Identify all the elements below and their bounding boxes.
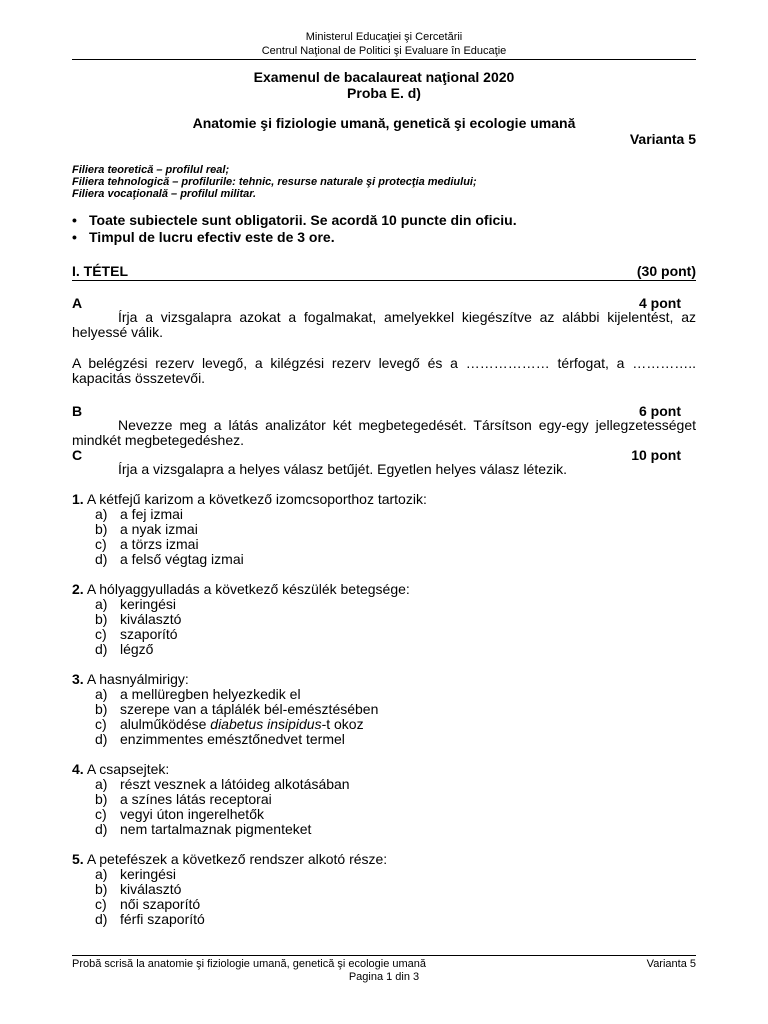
option-item	[72, 507, 696, 522]
rule-item: • Timpul de lucru efectiv este de 3 ore.	[72, 229, 696, 246]
option-letter: c)	[95, 716, 107, 732]
option-letter: d)	[95, 911, 108, 927]
option-letter: c)	[95, 896, 107, 912]
option-letter: d)	[95, 731, 108, 747]
subsection-b-label: B	[72, 403, 83, 419]
option-text: a felső végtag izmai	[120, 551, 244, 567]
section-1-title: I. TÉTEL	[72, 263, 128, 279]
footer-divider	[72, 955, 696, 956]
page-header	[72, 30, 696, 60]
subsection-b-points: 6 pont	[639, 403, 681, 419]
option-item	[72, 612, 696, 627]
option-text: férfi szaporító	[120, 911, 205, 927]
option-item	[72, 717, 696, 732]
question-5	[72, 852, 696, 867]
question-1	[72, 492, 696, 507]
filiera-item: Filiera teoretică – profilul real;	[72, 164, 230, 176]
option-text: enzimmentes emésztőnedvet termel	[120, 731, 345, 747]
option-text: a színes látás receptorai	[120, 791, 272, 807]
option-item	[72, 822, 696, 837]
option-item	[72, 777, 696, 792]
section-1-points: (30 pont)	[636, 263, 696, 279]
option-item	[72, 882, 696, 897]
question-number: 5.	[72, 851, 84, 867]
footer-subject: Probă scrisă la anatomie şi fiziologie umană, genetică şi ecologie umană	[72, 958, 427, 970]
subsection-a-sentence: A belégzési rezerv levegő, a kilégzési rezerv levegő és a ……………… térfogat, a ………….. kapacitás összetevői.	[72, 355, 696, 386]
option-letter: a)	[95, 776, 108, 792]
exam-title	[72, 69, 696, 101]
filiere-list	[72, 164, 696, 200]
option-letter: a)	[95, 596, 108, 612]
question-number: 3.	[72, 671, 84, 687]
question-1-options	[72, 507, 696, 567]
option-item	[72, 522, 696, 537]
option-item	[72, 897, 696, 912]
page-footer	[72, 955, 696, 984]
exam-page	[72, 30, 696, 927]
option-letter: c)	[95, 806, 107, 822]
subsection-a-instruction: Írja a vizsgalapra azokat a fogalmakat, amelyekkel kiegészítve az alábbi kijelentést, az helyessé válik.	[72, 309, 696, 340]
page-number: Pagina 1 din 3	[348, 971, 420, 983]
question-4-options	[72, 777, 696, 837]
option-text: a törzs izmai	[120, 536, 199, 552]
section-1-header	[72, 263, 696, 281]
exam-subject: Anatomie şi fiziologie umană, genetică şi ecologie umană	[192, 115, 576, 131]
option-text: keringési	[120, 866, 177, 882]
option-item	[72, 867, 696, 882]
subsection-c-points: 10 pont	[631, 447, 681, 463]
center-name: Centrul Naţional de Politici şi Evaluare în Educaţie	[261, 45, 507, 57]
option-letter: a)	[95, 506, 108, 522]
option-text-before: alulműködése	[120, 716, 211, 732]
filiera-item: Filiera vocaţională – profilul militar.	[72, 188, 256, 200]
question-3-options	[72, 687, 696, 747]
question-text: A petefészek a következő rendszer alkotó része:	[86, 851, 388, 867]
option-text-after: -t okoz	[321, 716, 364, 732]
option-item	[72, 807, 696, 822]
header-divider	[72, 59, 696, 60]
option-item	[72, 702, 696, 717]
rules-list	[72, 212, 696, 246]
option-letter: b)	[95, 611, 108, 627]
subsection-b-instruction: Nevezze meg a látás analizátor két megbetegedését. Társítson egy-egy jellegzetességet mindkét megbetegedéshez.	[72, 417, 696, 448]
question-number: 1.	[72, 491, 84, 507]
option-item	[72, 732, 696, 747]
option-text: légző	[120, 641, 154, 657]
option-text: keringési	[120, 596, 177, 612]
subsection-b-header	[72, 404, 696, 418]
option-text: kiválasztó	[120, 881, 182, 897]
option-item	[72, 537, 696, 552]
question-text: A csapsejtek:	[86, 761, 170, 777]
option-item	[72, 792, 696, 807]
option-text: a mellüregben helyezkedik el	[120, 686, 301, 702]
filiera-item: Filiera tehnologică – profilurile: tehnic, resurse naturale şi protecţia mediului;	[72, 176, 477, 188]
exam-variant: Varianta 5	[629, 131, 696, 147]
question-5-options	[72, 867, 696, 927]
option-text: szaporító	[120, 626, 178, 642]
question-text: A hólyaggyulladás a következő készülék betegsége:	[86, 581, 410, 597]
option-text: részt vesznek a látóideg alkotásában	[120, 776, 350, 792]
option-item	[72, 552, 696, 567]
exam-proba: Proba E. d)	[347, 85, 421, 101]
rule-item: • Toate subiectele sunt obligatorii. Se acordă 10 puncte din oficiu.	[72, 212, 696, 229]
question-text: A kétfejű karizom a következő izomcsoporthoz tartozik:	[86, 491, 427, 507]
question-number: 4.	[72, 761, 84, 777]
question-text: A hasnyálmirigy:	[86, 671, 189, 687]
option-text-italic: diabetus insipidus	[210, 716, 322, 732]
option-letter: b)	[95, 521, 108, 537]
option-text: vegyi úton ingerelhetők	[120, 806, 264, 822]
question-number: 2.	[72, 581, 84, 597]
option-text: kiválasztó	[120, 611, 182, 627]
question-2	[72, 582, 696, 597]
option-item	[72, 627, 696, 642]
option-letter: d)	[95, 641, 108, 657]
question-2-options	[72, 597, 696, 657]
subsection-c-header	[72, 448, 696, 462]
option-letter: b)	[95, 881, 108, 897]
subsection-a-points: 4 pont	[639, 295, 681, 311]
option-letter: a)	[95, 866, 108, 882]
subsection-a-header	[72, 296, 696, 310]
option-item	[72, 642, 696, 657]
option-letter: b)	[95, 791, 108, 807]
footer-row	[72, 958, 696, 971]
option-text: a nyak izmai	[120, 521, 198, 537]
option-letter: b)	[95, 701, 108, 717]
footer-variant: Varianta 5	[646, 958, 696, 970]
option-letter: c)	[95, 536, 107, 552]
subsection-c-label: C	[72, 447, 83, 463]
question-4	[72, 762, 696, 777]
option-item	[72, 912, 696, 927]
subsection-c-instruction: Írja a vizsgalapra a helyes válasz betűjét. Egyetlen helyes válasz létezik.	[118, 461, 568, 477]
option-letter: d)	[95, 551, 108, 567]
option-text: nem tartalmaznak pigmenteket	[120, 821, 312, 837]
option-letter: d)	[95, 821, 108, 837]
option-text: a fej izmai	[120, 506, 184, 522]
subsection-a-label: A	[72, 295, 83, 311]
option-item	[72, 687, 696, 702]
option-letter: a)	[95, 686, 108, 702]
option-item	[72, 597, 696, 612]
question-3	[72, 672, 696, 687]
option-letter: c)	[95, 626, 107, 642]
option-text: női szaporító	[120, 896, 201, 912]
option-text: szerepe van a táplálék bél-emésztésében	[120, 701, 379, 717]
exam-title-line: Examenul de bacalaureat naţional 2020	[253, 69, 515, 85]
ministry-name: Ministerul Educaţiei şi Cercetării	[305, 31, 463, 43]
